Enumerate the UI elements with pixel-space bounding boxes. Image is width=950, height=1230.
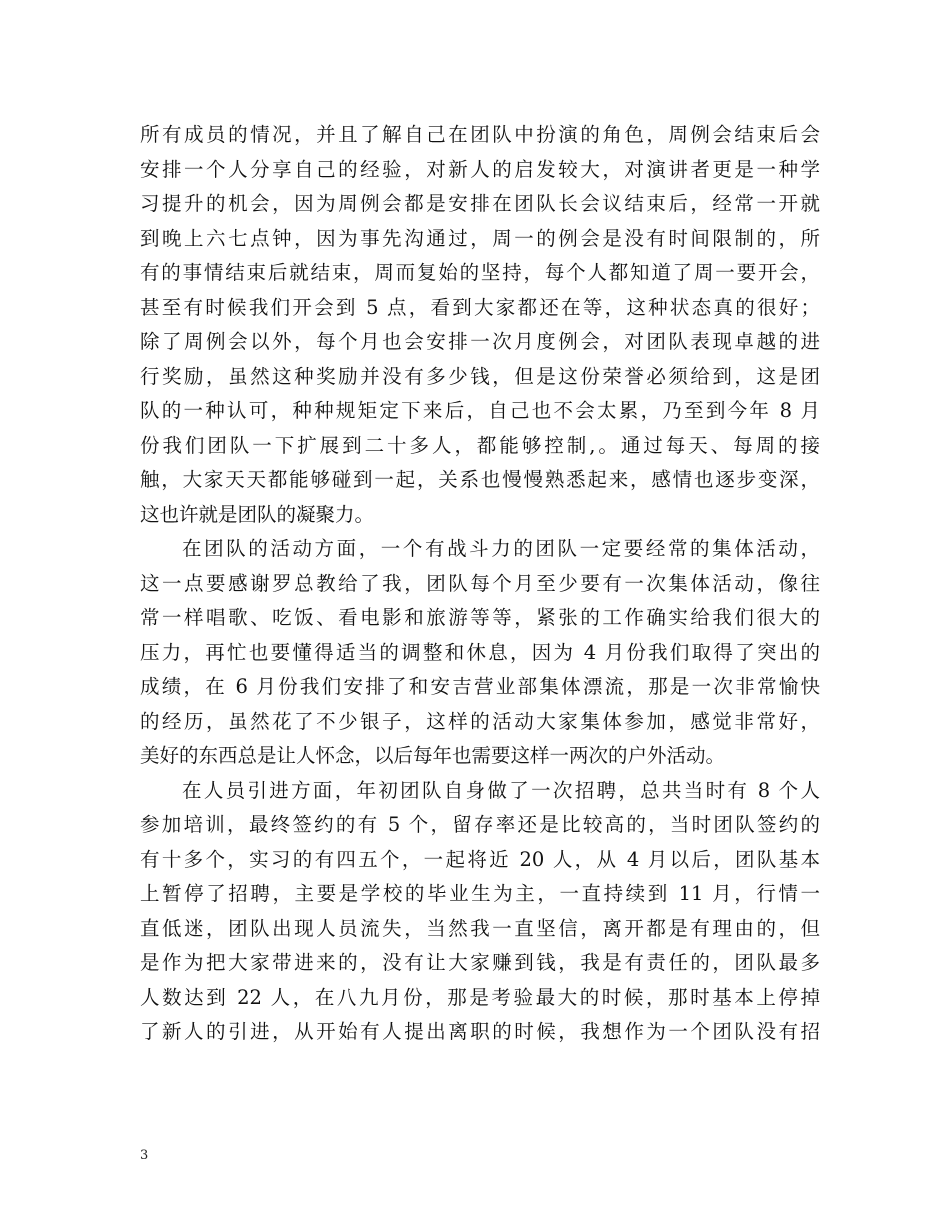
text-line: 常一样唱歌、吃饭、看电影和旅游等等，紧张的工作确实给我们很大的 [140, 606, 820, 629]
text-line: 有十多个，实习的有四五个，一起将近 20 人，从 4 月以后，团队基本 [140, 847, 820, 871]
text-line: 人数达到 22 人，在八九月份，那是考验最大的时候，那时基本上停掉 [140, 985, 820, 1009]
paragraph [140, 532, 820, 774]
text-line: 压力，再忙也要懂得适当的调整和休息，因为 4 月份我们取得了突出的 [140, 640, 820, 664]
text-line: 安排一个人分享自己的经验，对新人的启发较大，对演讲者更是一种学 [140, 157, 820, 181]
text-line: 了新人的引进，从开始有人提出离职的时候，我想作为一个团队没有招 [140, 1020, 820, 1043]
text-line: 习提升的机会，因为周例会都是安排在团队长会议结束后，经常一开就 [140, 192, 820, 215]
text-line: 在团队的活动方面，一个有战斗力的团队一定要经常的集体活动， [182, 537, 820, 560]
page-number: 3 [140, 1148, 149, 1163]
document-body [140, 118, 820, 1050]
text-line: 这也许就是团队的凝聚力。 [140, 502, 375, 526]
text-line: 所有成员的情况，并且了解自己在团队中扮演的角色，周例会结束后会 [140, 123, 820, 146]
text-line: 在人员引进方面，年初团队自身做了一次招聘，总共当时有 8 个人 [182, 778, 820, 802]
text-line: 有的事情结束后就结束，周而复始的坚持，每个人都知道了周一要开会， [140, 261, 820, 284]
text-line: 直低迷，团队出现人员流失，当然我一直坚信，离开都是有理由的，但 [140, 916, 820, 940]
text-line: 参加培训，最终签约的有 5 个，留存率还是比较高的，当时团队签约的 [140, 813, 820, 836]
text-line: 成绩，在 6 月份我们安排了和安吉营业部集体漂流，那是一次非常愉快 [140, 675, 820, 698]
text-line: 到晚上六七点钟，因为事先沟通过，周一的例会是没有时间限制的，所 [140, 226, 820, 250]
text-line: 上暂停了招聘，主要是学校的毕业生为主，一直持续到 11 月，行情一 [140, 882, 820, 905]
text-line: 除了周例会以外，每个月也会安排一次月度例会，对团队表现卓越的进 [140, 330, 820, 353]
text-line: 是作为把大家带进来的，没有让大家赚到钱，我是有责任的，团队最多 [140, 951, 820, 974]
paragraph [140, 774, 820, 1050]
text-line: 队的一种认可，种种规矩定下来后，自己也不会太累，乃至到今年 8 月 [140, 399, 820, 422]
text-line: 行奖励，虽然这种奖励并没有多少钱，但是这份荣誉必须给到，这是团 [140, 364, 820, 388]
text-line: 触，大家天天都能够碰到一起，关系也慢慢熟悉起来，感情也逐步变深， [140, 468, 820, 491]
text-line: 份我们团队一下扩展到二十多人，都能够控制,。通过每天、每周的接 [140, 433, 820, 457]
text-line: 甚至有时候我们开会到 5 点，看到大家都还在等，这种状态真的很好； [140, 295, 820, 319]
text-line: 的经历，虽然花了不少银子，这样的活动大家集体参加，感觉非常好， [140, 709, 820, 733]
paragraph [140, 118, 820, 532]
text-line: 美好的东西总是让人怀念，以后每年也需要这样一两次的户外活动。 [140, 744, 726, 767]
text-line: 这一点要感谢罗总教给了我，团队每个月至少要有一次集体活动，像往 [140, 571, 820, 595]
